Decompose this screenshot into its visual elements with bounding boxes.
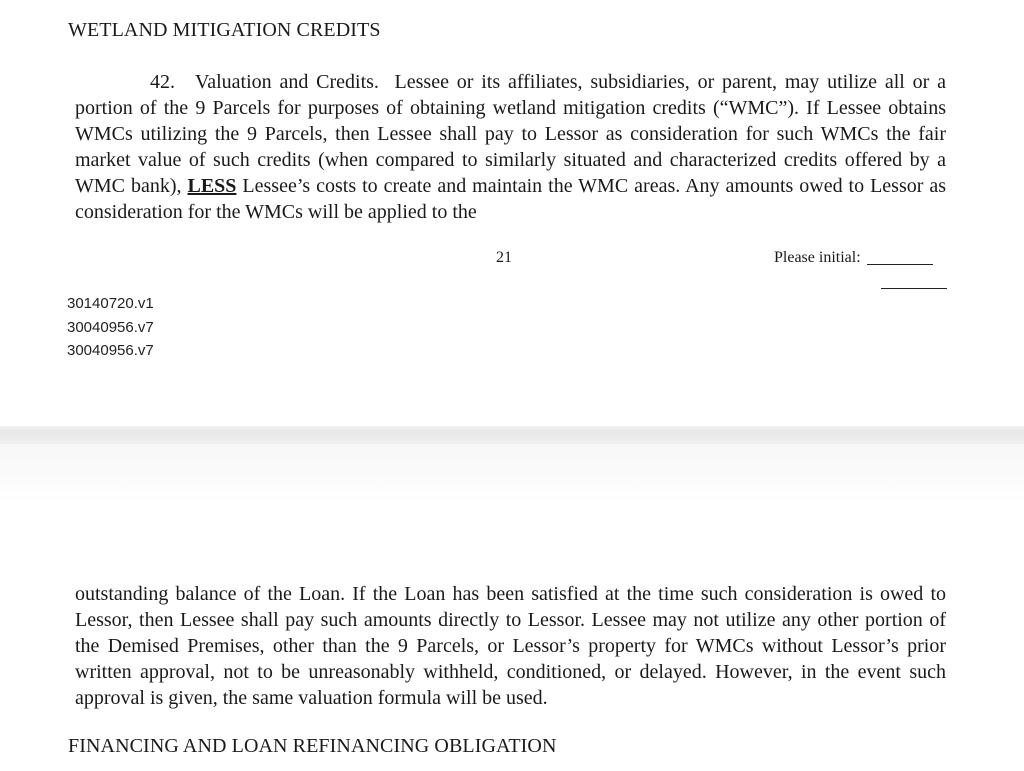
page-number: 21 (496, 249, 512, 266)
initial-field (774, 249, 933, 267)
initial-label: Please initial: (774, 249, 861, 266)
paragraph-valuation-credits (75, 69, 946, 225)
document-id-stamp (67, 292, 154, 363)
doc-id: 30040956.v7 (67, 318, 154, 336)
paragraph-text-part2: Lessee’s costs to create and maintain the WMC areas. Any amounts owed to Lessor as consideration for the WMCs will be applied to the (75, 175, 947, 223)
section-heading-financing: FINANCING AND LOAN REFINANCING OBLIGATION (68, 735, 557, 757)
page-separator (0, 426, 1024, 444)
section-heading-wetland: WETLAND MITIGATION CREDITS (68, 19, 381, 41)
document-page-bottom (0, 444, 1024, 771)
initial-blank-line-second (881, 288, 947, 289)
section-title: Valuation and Credits. (195, 71, 379, 93)
initial-blank-line (867, 264, 933, 265)
doc-id: 30040956.v7 (67, 342, 154, 359)
paragraph-text-part1: Lessee or its affiliates, subsidiaries, or parent, may utilize all or a portion of the 9 Parcels for purposes of obtaining wetland mitigation credits (“WMC”). If Lessee obtains WMCs utilizing the 9 Parcels, then Lessee shall pay to Lessor as consideration for such WMCs the fair market value of such credits (when compared to similarly situated and characterized credits offered by a WMC bank), (75, 71, 947, 197)
emphasis-less: LESS (187, 175, 237, 197)
section-number: 42. (150, 71, 175, 93)
paragraph-continuation: outstanding balance of the Loan. If the Loan has been satisfied at the time such consideration is owed to Lessor, then Lessee shall pay such amounts directly to Lessor. Lessee may not utilize any other portion of the Demised Premises, other than the 9 Parcels, or Lessor’s property for WMCs without Lessor’s prior written approval, not to be unreasonably withheld, conditioned, or delayed. However, in the event such approval is given, the same valuation formula will be used. (75, 583, 946, 709)
doc-id: 30140720.v1 (67, 295, 154, 312)
